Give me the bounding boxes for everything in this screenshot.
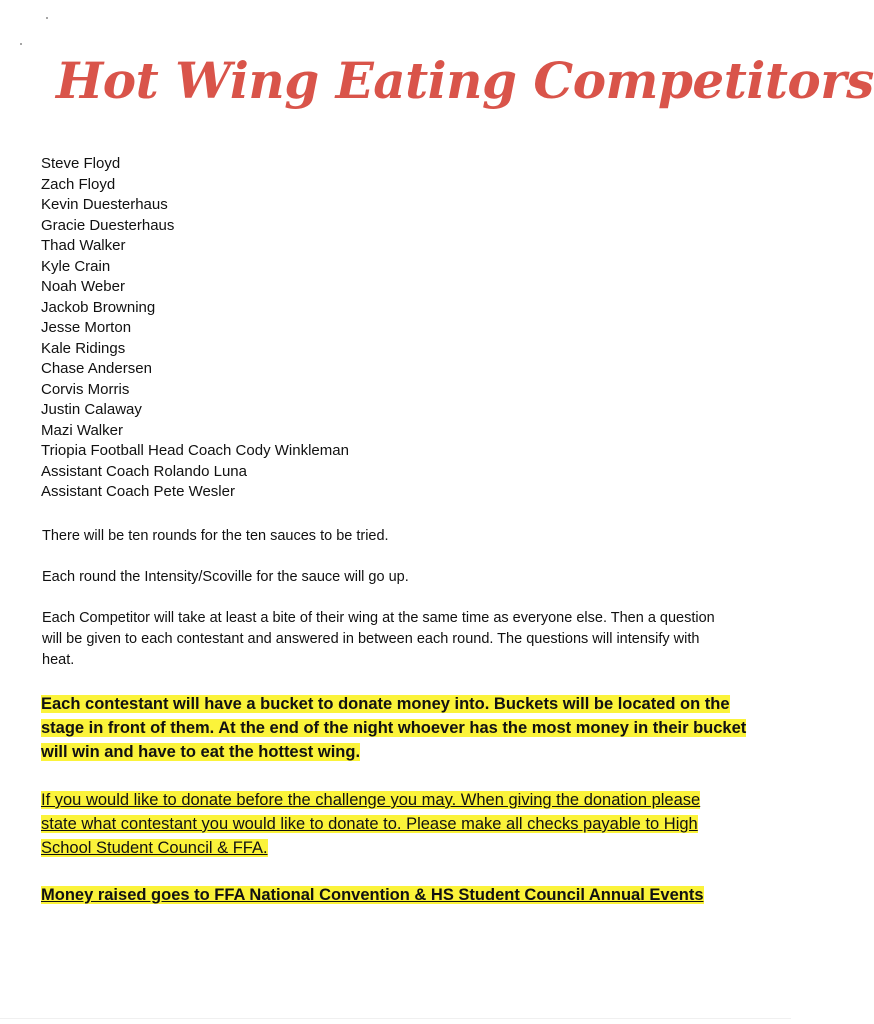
competitor-name: Assistant Coach Rolando Luna [41,462,247,480]
competitor-name: Triopia Football Head Coach Cody Winkleman [41,442,349,459]
donation-info-text: If you would like to donate before the challenge you may. When giving the donation please state what contestant you would like to donate to. Please make all checks payable to High School Student Council & FFA. [41,791,701,857]
competitor-name: Kevin Duesterhaus [41,196,168,213]
scan-speck [46,17,48,19]
competitor-name: Corvis Morris [41,380,130,398]
competitor-list [41,154,349,503]
competitor-name: Justin Calaway [41,401,142,418]
competitor-name: Mazi Walker [41,421,123,439]
page-title: Hot Wing Eating Competitors [56,51,874,110]
proceeds-note-text: Money raised goes to FFA National Convention & HS Student Council Annual Events [41,886,704,904]
scan-speck [20,43,22,45]
scan-edge [0,1018,791,1019]
competitor-name: Kale Ridings [41,339,126,357]
bucket-rules-text: Each contestant will have a bucket to donate money into. Buckets will be located on the stage in front of them. At the end of the night whoever has the most money in their bucket will win and have to eat the hottest wing. [41,695,747,761]
competitor-name: Jackob Browning [41,298,156,316]
competitor-name: Noah Weber [41,278,125,295]
competitor-name: Steve Floyd [41,155,121,172]
proceeds-note [41,883,731,907]
competitor-name: Zach Floyd [41,175,116,193]
rounds-paragraph: There will be ten rounds for the ten sauces to be tried. [42,528,389,544]
donation-info [41,788,731,860]
competitor-name: Thad Walker [41,237,126,254]
format-paragraph: Each Competitor will take at least a bite of their wing at the same time as everyone else. Then a question will be given to each contestant and answered in between each round. The questions will intensify with heat. [42,610,715,668]
competitor-name: Chase Andersen [41,360,152,377]
competitor-name: Assistant Coach Pete Wesler [41,483,235,500]
competitor-name: Kyle Crain [41,257,111,275]
competitor-name: Jesse Morton [41,319,132,336]
competitor-name: Gracie Duesterhaus [41,216,175,234]
bucket-rules [41,692,753,764]
intensity-paragraph: Each round the Intensity/Scoville for the sauce will go up. [42,569,409,585]
